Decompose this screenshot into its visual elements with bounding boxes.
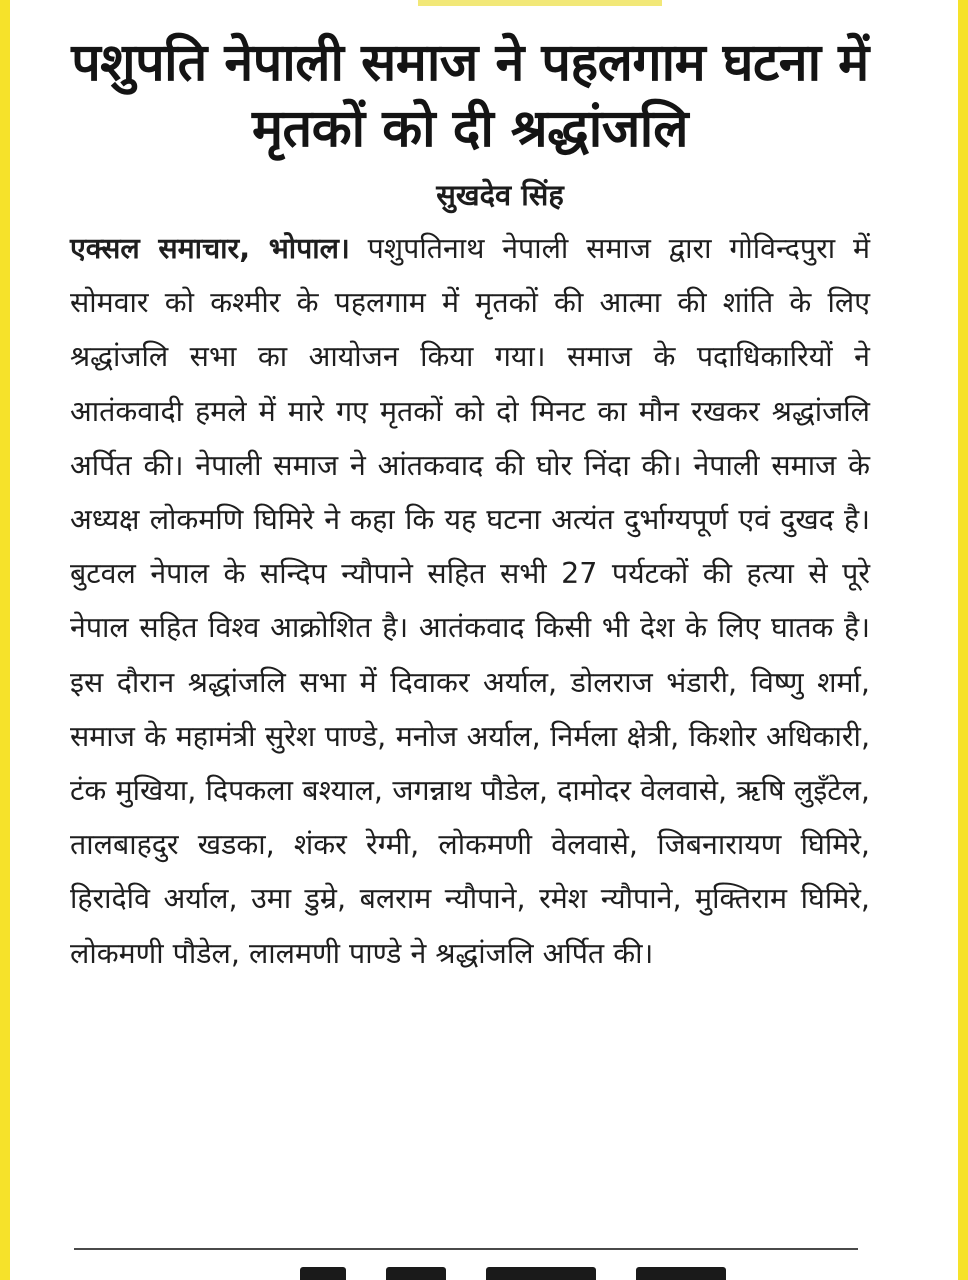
- cut-off-glyph: [636, 1267, 726, 1280]
- article-headline: पशुपति नेपाली समाज ने पहलगाम घटना में मृतकों को दी श्रद्धांजलि: [71, 33, 869, 159]
- article-body-text: पशुपतिनाथ नेपाली समाज द्वारा गोविन्दपुरा में सोमवार को कश्मीर के पहलगाम में मृतकों की आत्मा की शांति के लिए श्रद्धांजलि सभा का आयोजन किया गया। समाज के पदाधिकारियों ने आतंकवादी हमले में मारे गए मृतकों को दो मिनट का मौन रखकर श्रद्धांजलि अर्पित की। नेपाली समाज ने आंतकवाद की घोर निंदा की। नेपाली समाज के अध्यक्ष लोकमणि घिमिरे ने कहा कि यह घटना अत्यंत दुर्भाग्यपूर्ण एवं दुखद है। बुटवल नेपाल के सन्दिप न्यौपाने सहित सभी 27 पर्यटकों की हत्या से पूरे नेपाल सहित विश्व आक्रोशित है। आतंकवाद किसी भी देश के लिए घातक है। इस दौरान श्रद्धांजलि सभा में दिवाकर अर्याल, डोलराज भंडारी, विष्णु शर्मा, समाज के महामंत्री सुरेश पाण्डे, मनोज अर्याल, निर्मला क्षेत्री, किशोर अधिकारी, टंक मुखिया, दिपकला बश्याल, जगन्नाथ पौडेल, दामोदर वेलवासे, ऋषि लुइँटेल, तालबाहदुर खडका, शंकर रेग्मी, लोकमणी वेलवासे, जिबनारायण घिमिरे, हिरादेवि अर्याल, उमा डुम्रे, बलराम न्यौपाने, रमेश न्यौपाने, मुक्तिराम घिमिरे, लोकमणी पौडेल, लालमणी पाण्डे ने श्रद्धांजलि अर्पित की।: [70, 232, 871, 970]
- next-article-fragment: [300, 1266, 840, 1280]
- news-article: [70, 30, 870, 981]
- cut-off-glyph: [386, 1267, 446, 1280]
- article-divider: [74, 1248, 858, 1250]
- article-byline: सुखदेव सिंह: [436, 178, 564, 212]
- cut-off-glyph: [486, 1267, 596, 1280]
- right-yellow-frame: [958, 0, 968, 1280]
- article-body: [70, 222, 870, 981]
- cut-off-glyph: [300, 1267, 346, 1280]
- left-yellow-frame: [0, 0, 10, 1280]
- top-yellow-tab: [418, 0, 662, 6]
- article-dateline: एक्सल समाचार, भोपाल।: [70, 232, 350, 265]
